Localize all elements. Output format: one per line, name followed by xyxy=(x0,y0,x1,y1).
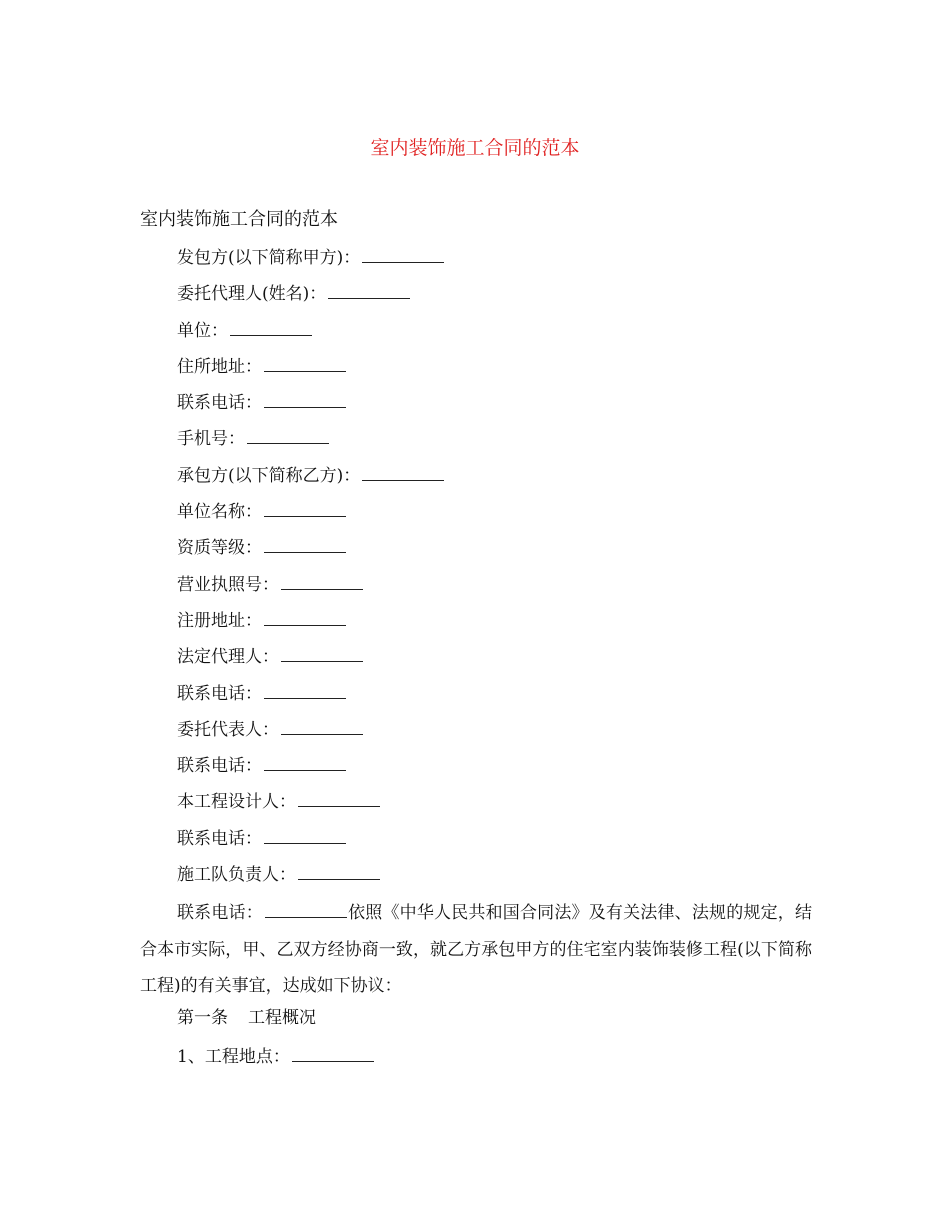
field-line xyxy=(177,714,812,750)
field-label: 委托代理人(姓名)： xyxy=(177,284,327,305)
field-label: 委托代表人： xyxy=(177,719,279,740)
item-line xyxy=(177,1041,812,1077)
field-line xyxy=(177,532,812,568)
blank-line xyxy=(264,678,346,699)
field-line xyxy=(177,859,812,895)
field-line xyxy=(177,387,812,423)
blank-line xyxy=(292,1041,374,1062)
field-label: 住所地址： xyxy=(177,356,262,377)
field-line xyxy=(177,242,812,278)
field-label: 联系电话： xyxy=(177,828,262,849)
blank-line xyxy=(281,714,363,735)
field-line xyxy=(177,750,812,786)
blank-line xyxy=(362,242,444,263)
blank-line xyxy=(328,278,410,299)
field-line xyxy=(177,786,812,822)
document-subtitle: 室内装饰施工合同的范本 xyxy=(140,209,338,230)
field-label: 发包方(以下简称甲方)： xyxy=(177,248,361,268)
field-label: 本工程设计人： xyxy=(177,792,296,813)
paragraph-text: 依照《中华人民共和国合同法》及有关法律、法规的规定，结合本市实际，甲、乙双方经协商一致，就乙方承包甲方的住宅室内装饰装修工程(以下简称工程)的有关事宜，达成如下协议： xyxy=(140,903,812,996)
field-label: 联系电话： xyxy=(177,683,262,704)
blank-line xyxy=(264,750,346,771)
blank-line xyxy=(281,641,363,662)
field-label: 营业执照号： xyxy=(177,574,279,595)
item-label: 1、工程地点： xyxy=(177,1046,290,1067)
field-label: 手机号： xyxy=(177,429,245,450)
field-label: 施工队负责人： xyxy=(177,865,296,886)
agreement-paragraph xyxy=(140,895,812,1004)
field-line xyxy=(177,496,812,532)
document-title: 室内装饰施工合同的范本 xyxy=(370,137,580,159)
blank-line xyxy=(362,460,444,481)
article-number: 第一条 xyxy=(177,1008,228,1029)
blank-line xyxy=(298,859,380,880)
field-label: 法定代理人： xyxy=(177,647,279,668)
field-line xyxy=(177,351,812,387)
paragraph-lead: 联系电话： xyxy=(177,903,263,924)
document-body xyxy=(140,206,812,1077)
blank-line xyxy=(247,423,329,444)
blank-line xyxy=(264,351,346,372)
field-label: 资质等级： xyxy=(177,538,262,559)
field-label: 联系电话： xyxy=(177,756,262,777)
field-line xyxy=(177,569,812,605)
article-heading xyxy=(177,1004,812,1040)
field-line xyxy=(177,460,812,496)
blank-line xyxy=(264,387,346,408)
blank-line xyxy=(264,532,346,553)
blank-line xyxy=(281,569,363,590)
field-line xyxy=(177,823,812,859)
blank-line xyxy=(264,605,346,626)
field-label: 联系电话： xyxy=(177,393,262,414)
field-label: 单位名称： xyxy=(177,502,262,523)
field-label: 单位： xyxy=(177,320,228,341)
blank-line xyxy=(230,315,312,336)
field-line xyxy=(177,315,812,351)
field-line xyxy=(177,641,812,677)
field-label: 注册地址： xyxy=(177,610,262,631)
field-line xyxy=(177,605,812,641)
field-line xyxy=(177,678,812,714)
field-line xyxy=(177,278,812,314)
field-label: 承包方(以下简称乙方)： xyxy=(177,465,361,486)
blank-line xyxy=(298,786,380,807)
field-line xyxy=(177,423,812,459)
article-name: 工程概况 xyxy=(248,1008,316,1029)
blank-line xyxy=(264,496,346,517)
blank-line xyxy=(264,823,346,844)
blank-line xyxy=(265,897,347,918)
